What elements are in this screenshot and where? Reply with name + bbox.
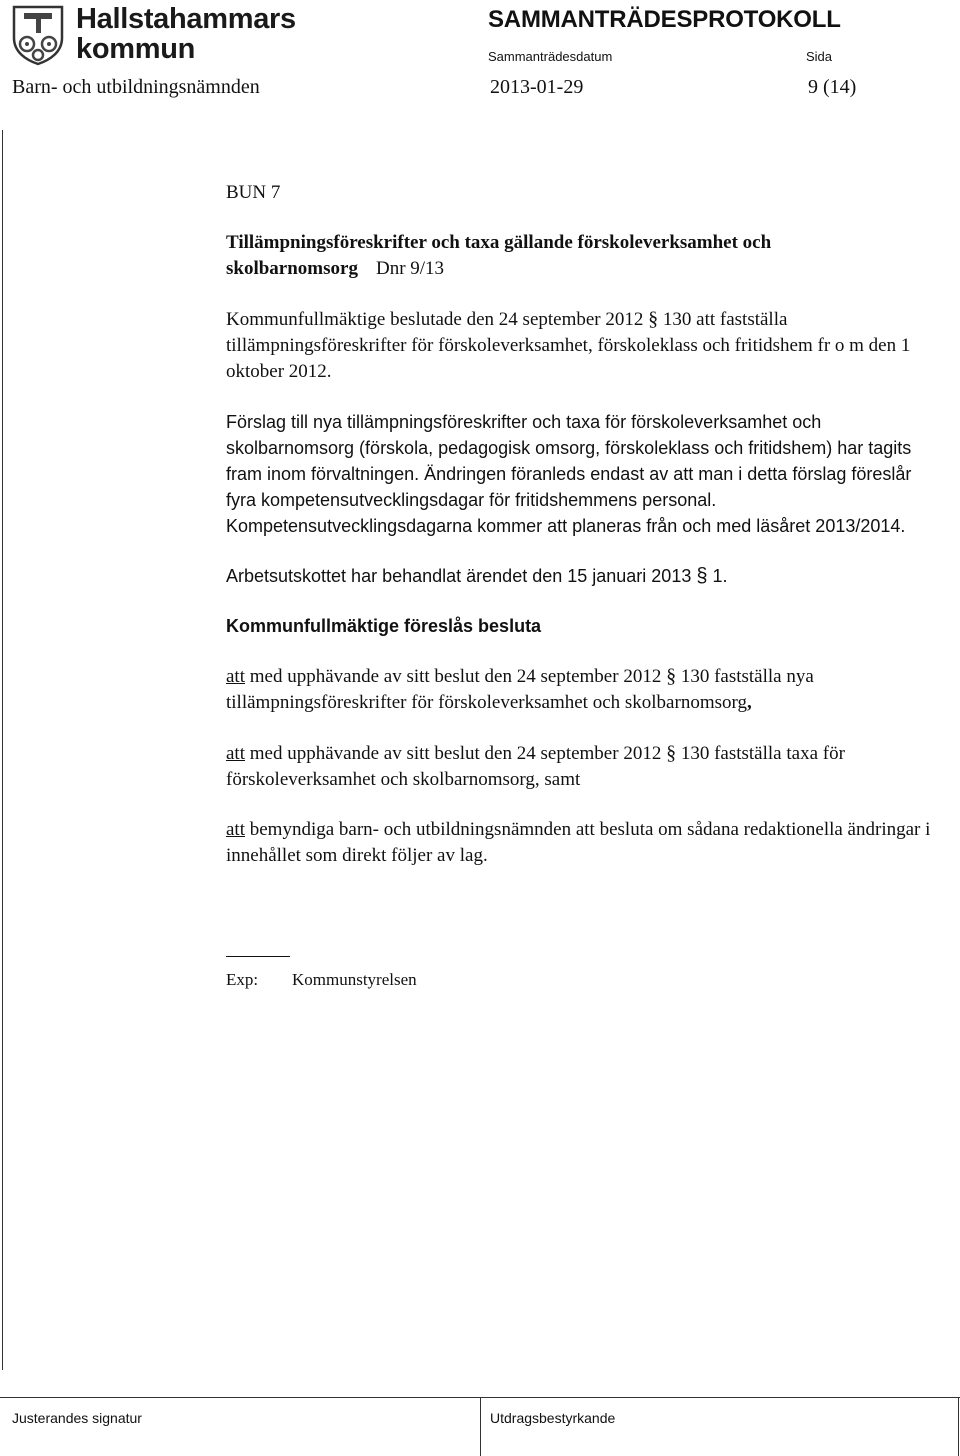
decision-text: med upphävande av sitt beslut den 24 september 2012 bbox=[245, 666, 667, 687]
page-number: 9 (14) bbox=[808, 76, 857, 98]
footer-separator bbox=[480, 1397, 481, 1456]
section-sign: § bbox=[648, 308, 659, 330]
decision-comma: , bbox=[746, 692, 752, 713]
section-sign: § bbox=[696, 565, 708, 587]
left-margin-line bbox=[2, 130, 3, 1370]
att-keyword: att bbox=[226, 666, 245, 687]
coat-of-arms-icon bbox=[10, 4, 66, 66]
meeting-date: 2013-01-29 bbox=[490, 76, 584, 98]
meeting-date-label: Sammanträdesdatum bbox=[488, 49, 613, 64]
section-sign: § bbox=[666, 742, 677, 764]
signature-label: Justerandes signatur bbox=[12, 1410, 142, 1426]
paragraph-text: Arbetsutskottet har behandlat ärendet den 15 januari 2013 bbox=[226, 566, 697, 586]
paragraph-committee bbox=[226, 563, 938, 589]
expedition bbox=[226, 970, 417, 990]
att-keyword: att bbox=[226, 743, 245, 764]
decision-text: med upphävande av sitt beslut den 24 september 2012 bbox=[245, 743, 667, 764]
board-name: Barn- och utbildningsnämnden bbox=[12, 76, 260, 98]
decision-text: 130 fastställa taxa för förskoleverksamhet och skolbarnomsorg, samt bbox=[226, 743, 845, 790]
decision-heading: Kommunfullmäktige föreslås besluta bbox=[226, 616, 542, 636]
expedition-rule bbox=[226, 956, 290, 957]
case-title-text: Tillämpningsföreskrifter och taxa gällande förskoleverksamhet och skolbarnomsorg bbox=[226, 232, 772, 279]
att-keyword: att bbox=[226, 819, 245, 840]
case-title bbox=[226, 230, 938, 282]
case-number: BUN 7 bbox=[226, 182, 281, 203]
page-label: Sida bbox=[806, 49, 833, 64]
org-name-line2: kommun bbox=[76, 33, 196, 65]
decision-item bbox=[226, 817, 938, 869]
expedition-label: Exp: bbox=[226, 970, 259, 989]
decision-text: bemyndiga barn- och utbildningsnämnden att besluta om sådana redaktionella ändringar i innehållet som direkt följer av lag. bbox=[226, 819, 931, 866]
paragraph-text: Kommunfullmäktige beslutade den 24 september 2012 bbox=[226, 309, 649, 330]
paragraph-proposal: Förslag till nya tillämpningsföreskrifter och taxa för förskoleverksamhet och skolbarnomsorg (förskola, pedagogisk omsorg, förskoleklass och fritidshem) har tagits fram inom förvaltningen. Ändringen föranleds endast av att man i detta förslag föreslår fyra kompetensutvecklingsdagar för fritidshemmens personal. Kompetensutvecklingsdagarna kommer att planeras från och med läsåret 2013/2014. bbox=[226, 412, 912, 536]
org-name-line1: Hallstahammars bbox=[76, 3, 296, 35]
diary-number: Dnr 9/13 bbox=[375, 258, 445, 279]
decision-item bbox=[226, 740, 938, 793]
paragraph-text: 130 att fastställa tillämpningsföreskrifter för förskoleverksamhet, förskoleklass och fritidshem fr o m den 1 oktober 2012. bbox=[226, 309, 911, 382]
expedition-recipient: Kommunstyrelsen bbox=[292, 970, 417, 989]
section-sign: § bbox=[666, 665, 677, 687]
paragraph-background bbox=[226, 306, 938, 385]
decision-text: 130 fastställa nya tillämpningsföreskrifter för förskoleverksamhet och skolbarnomsorg bbox=[226, 666, 814, 713]
paragraph-text: 1. bbox=[707, 566, 728, 586]
decision-item bbox=[226, 663, 938, 716]
document-type: SAMMANTRÄDESPROTOKOLL bbox=[488, 6, 841, 33]
minutes-body bbox=[226, 180, 938, 893]
footer-right-border bbox=[958, 1397, 959, 1456]
org-name bbox=[76, 4, 296, 64]
extract-label: Utdragsbestyrkande bbox=[490, 1410, 616, 1426]
